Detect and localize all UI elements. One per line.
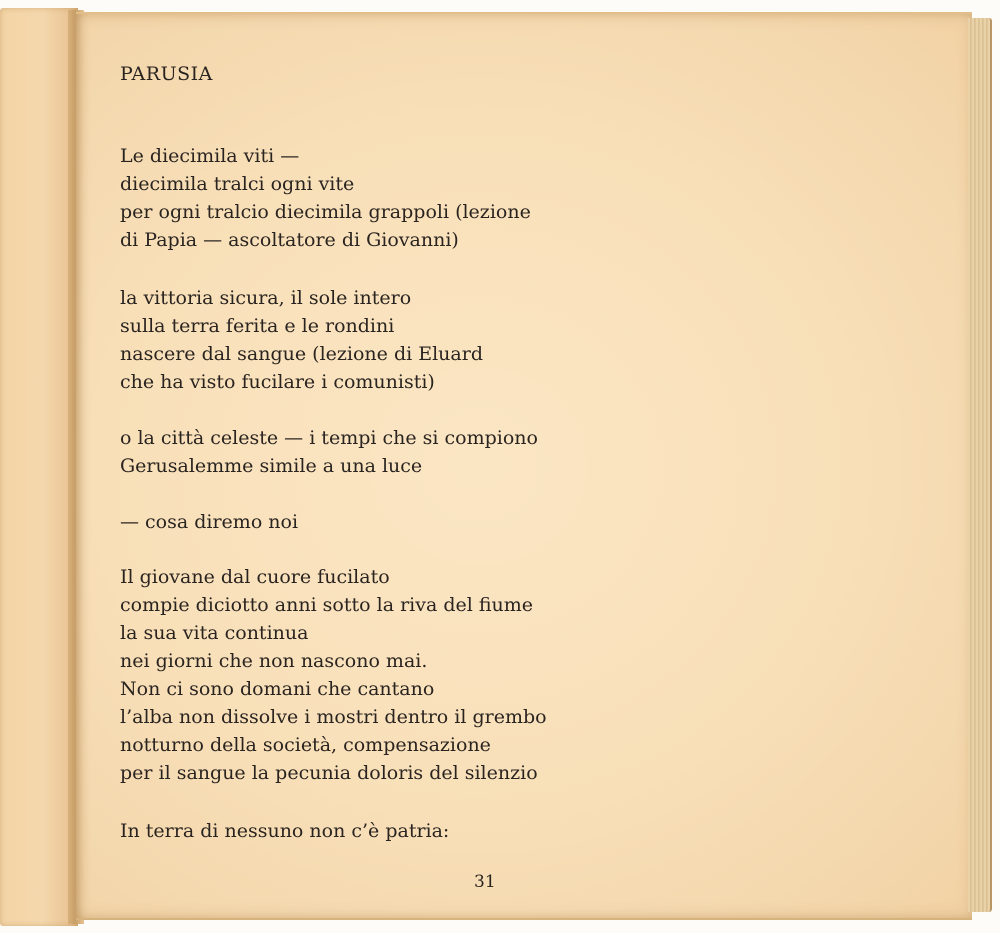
- stanza-4: [120, 508, 298, 536]
- poem-line: notturno della società, compensazione: [120, 734, 491, 756]
- stanza-3: [120, 424, 538, 480]
- poem-line: nascere dal sangue (lezione di Eluard: [120, 343, 483, 365]
- poem-line: sulla terra ferita e le rondini: [120, 315, 395, 337]
- poem-line: di Papia — ascoltatore di Giovanni): [120, 229, 459, 251]
- left-page-edge: [0, 8, 78, 926]
- stanza-1: [120, 142, 531, 254]
- poem-title: PARUSIA: [120, 63, 213, 85]
- poem-line: che ha visto fucilare i comunisti): [120, 371, 435, 393]
- poem-line: per il sangue la pecunia doloris del silenzio: [120, 762, 538, 784]
- poem-line: diecimila tralci ogni vite: [120, 173, 355, 195]
- poem-line: Il giovane dal cuore fucilato: [120, 566, 390, 588]
- poem-line: Gerusalemme simile a una luce: [120, 455, 423, 477]
- poem-line: In terra di nessuno non c’è patria:: [120, 820, 450, 842]
- poem-line: la vittoria sicura, il sole intero: [120, 287, 412, 309]
- poem-line: Non ci sono domani che cantano: [120, 678, 435, 700]
- poem-line: per ogni tralcio diecimila grappoli (lezione: [120, 201, 531, 223]
- stanza-5: [120, 563, 547, 787]
- poem-line: l’alba non dissolve i mostri dentro il grembo: [120, 706, 547, 728]
- poem-line: compie diciotto anni sotto la riva del fiume: [120, 594, 534, 616]
- stanza-6: [120, 817, 449, 845]
- stanza-2: [120, 284, 483, 396]
- poem-line: — cosa diremo noi: [120, 511, 299, 533]
- page-edges: [968, 18, 992, 912]
- page-number: 31: [474, 872, 496, 892]
- poem-line: nei giorni che non nascono mai.: [120, 650, 428, 672]
- poem-line: Le diecimila viti —: [120, 145, 300, 167]
- poem-line: o la città celeste — i tempi che si compiono: [120, 427, 538, 449]
- poem-line: la sua vita continua: [120, 622, 309, 644]
